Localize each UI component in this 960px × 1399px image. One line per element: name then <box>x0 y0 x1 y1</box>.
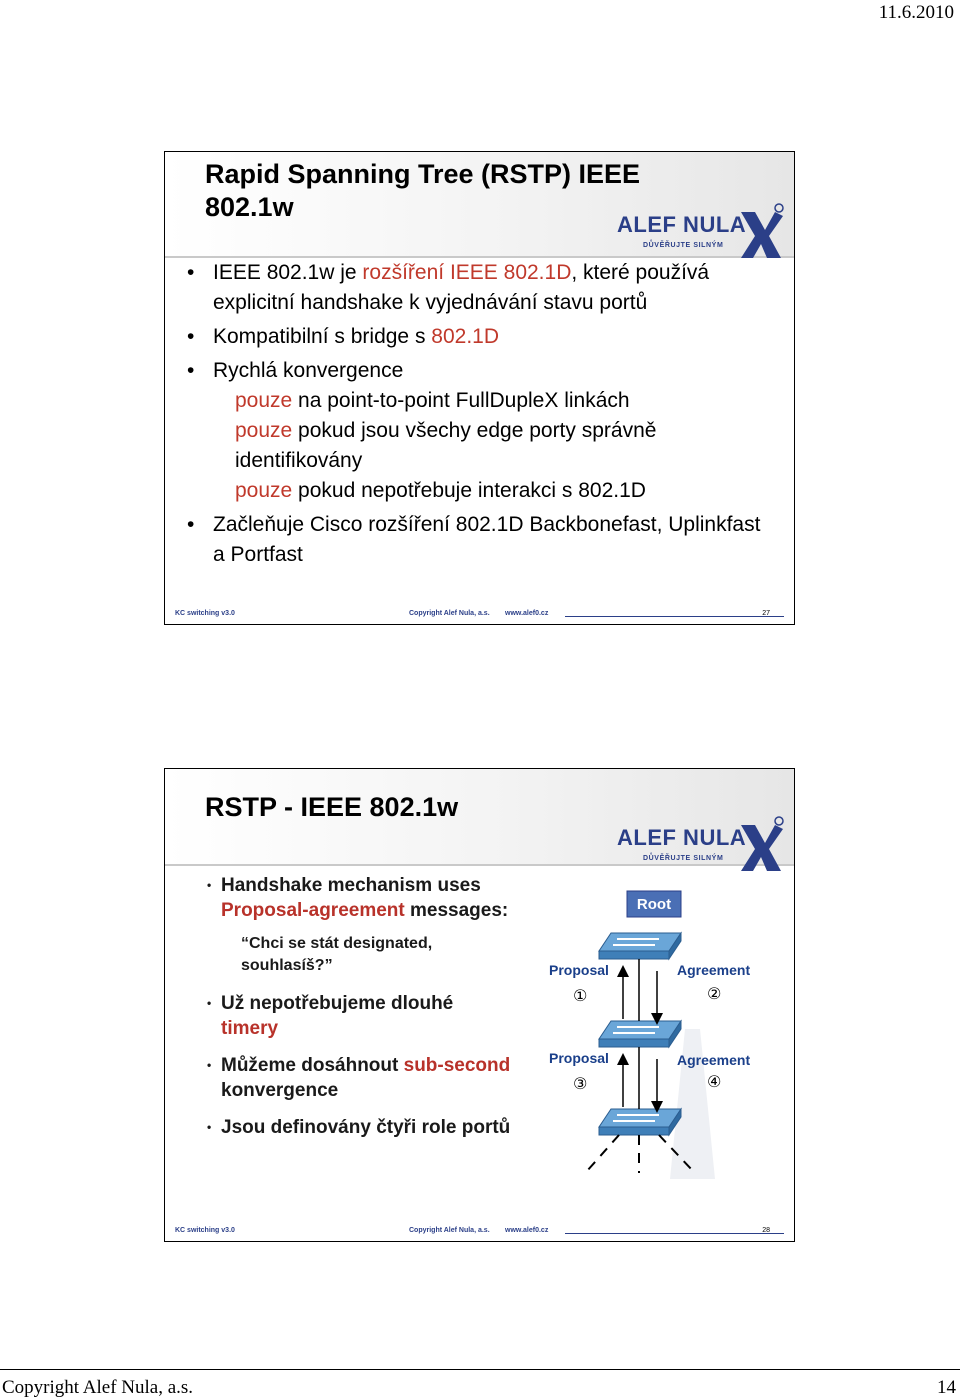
switch-icon <box>599 1021 681 1047</box>
rstp-handshake-diagram <box>535 879 785 1179</box>
list-item: • Kompatibilní s bridge s 802.1D <box>213 322 774 352</box>
slide-number: 28 <box>762 1227 770 1234</box>
footer-rule <box>565 1233 784 1234</box>
bullet-icon: • <box>187 359 195 382</box>
slide-title: Rapid Spanning Tree (RSTP) IEEE 802.1w <box>205 159 641 222</box>
logo-wordmark: ALEF NULA <box>617 825 747 850</box>
list-item: • Handshake mechanism uses Proposal-agreement messages: <box>207 875 509 921</box>
slide-footer: KC switching v3.0 Copyright Alef Nula, a.s. www.alef0.cz 28 <box>175 1225 784 1239</box>
page-number: 14 <box>937 1377 956 1398</box>
list-item: • Už nepotřebujeme dlouhé timery <box>207 993 454 1039</box>
root-label: Root <box>636 896 672 913</box>
step-number: ③ <box>573 1074 588 1093</box>
step-number: ② <box>707 984 722 1003</box>
bullet-icon: • <box>187 261 195 284</box>
bullet-icon: • <box>207 1120 212 1134</box>
logo-tagline: DŮVĚŘUJTE SILNÝM <box>643 242 724 249</box>
list-item: • Rychlá konvergence <box>213 356 774 386</box>
logo-x-icon <box>737 815 787 875</box>
page-copyright: Copyright Alef Nula, a.s. <box>2 1377 194 1398</box>
bullet-list <box>201 873 511 1140</box>
bullet-list <box>187 258 774 570</box>
page-date: 11.6.2010 <box>878 2 954 23</box>
agreement-label: Agreement <box>677 1052 751 1068</box>
alef-nula-logo <box>617 202 787 262</box>
list-item: • Začleňuje Cisco rozšíření 802.1D Backbonefast, Uplinkfast a Portfast <box>213 510 774 570</box>
downlink-dashed <box>587 1135 619 1171</box>
footer-rule <box>565 616 784 617</box>
slide-number: 27 <box>762 610 770 617</box>
list-item: • Jsou definovány čtyři role portů <box>207 1117 511 1138</box>
proposal-label: Proposal <box>549 962 609 978</box>
bullet-icon: • <box>207 1058 212 1072</box>
sub-item: pouze pokud nepotřebuje interakci s 802.1D <box>235 479 646 502</box>
alef-nula-logo <box>617 815 787 875</box>
slide-footer: KC switching v3.0 Copyright Alef Nula, a.s. www.alef0.cz 27 <box>175 608 784 622</box>
list-item: • Můžeme dosáhnout sub-second konvergence <box>207 1055 511 1101</box>
logo-x-icon <box>737 202 787 262</box>
bullet-icon: • <box>187 513 195 536</box>
logo-wordmark: ALEF NULA <box>617 212 747 237</box>
bullet-icon: • <box>187 325 195 348</box>
sub-item: pouze na point-to-point FullDupleX linkách <box>235 389 630 412</box>
bullet-icon: • <box>207 878 212 892</box>
slide-title: RSTP - IEEE 802.1w <box>205 792 459 822</box>
step-number: ① <box>573 986 588 1005</box>
root-switch-icon <box>599 933 681 959</box>
page-footer <box>0 1369 960 1399</box>
step-number: ④ <box>707 1072 722 1091</box>
page-footer-rule <box>0 1369 960 1370</box>
list-item: • IEEE 802.1w je rozšíření IEEE 802.1D, které používá explicitní handshake k vyjednávání stavu portů <box>213 258 774 318</box>
agreement-label: Agreement <box>677 962 751 978</box>
proposal-label: Proposal <box>549 1050 609 1066</box>
slide-27 <box>164 151 795 625</box>
switch-icon <box>599 1109 681 1135</box>
logo-tagline: DŮVĚŘUJTE SILNÝM <box>643 855 724 862</box>
bullet-icon: • <box>207 996 212 1010</box>
sub-item: “Chci se stát designated, souhlasíš?” <box>241 935 433 974</box>
slide-28 <box>164 768 795 1242</box>
sub-item: pouze pokud jsou všechy edge porty správně identifikovány <box>235 419 657 472</box>
